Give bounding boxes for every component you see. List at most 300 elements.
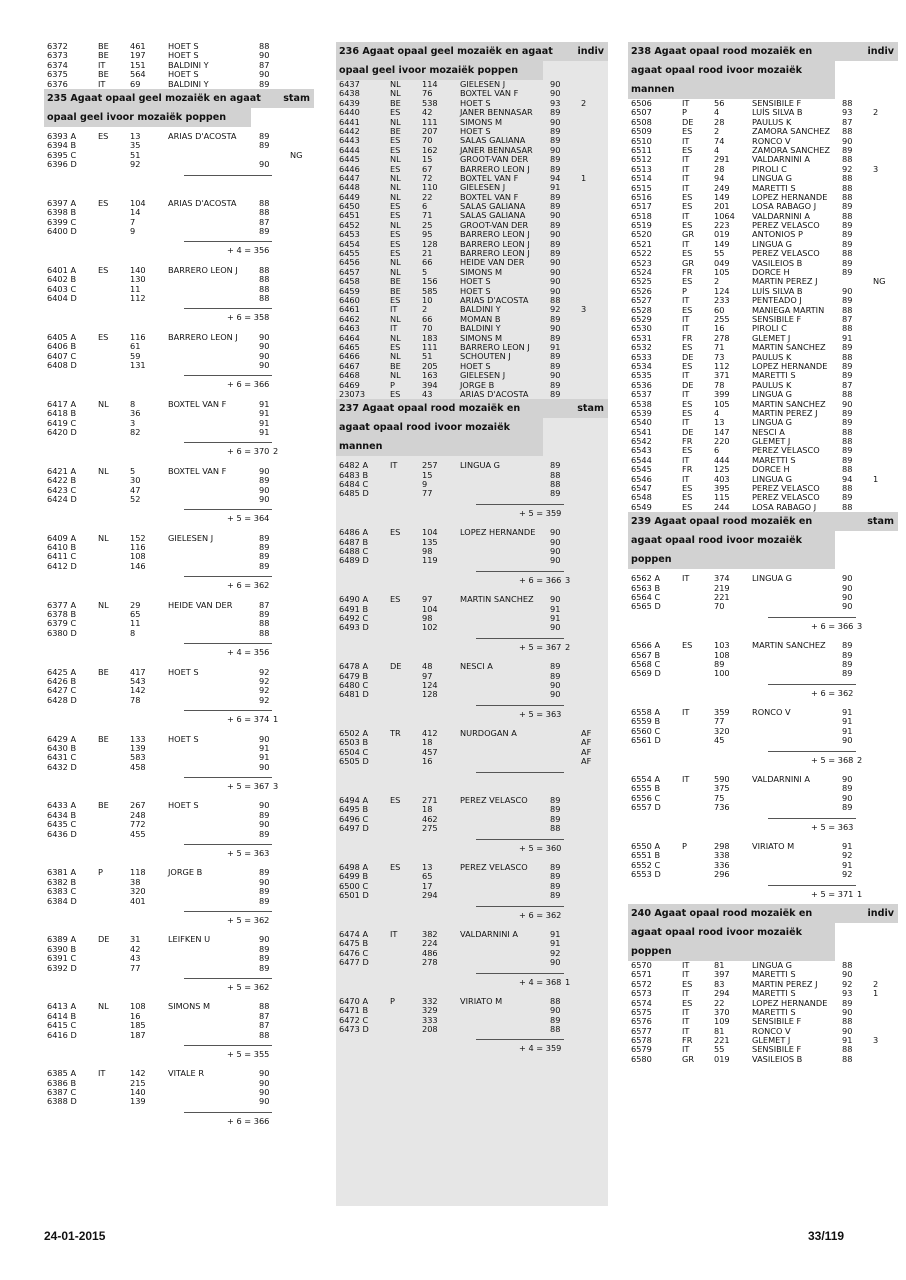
score: 88: [842, 154, 853, 165]
bird-number: 220: [714, 436, 730, 447]
result-row: [628, 1055, 898, 1064]
ring-number: 6488 C: [339, 546, 369, 557]
total-score: + 5 = 371: [811, 888, 854, 899]
country-code: NL: [390, 370, 401, 381]
bird-number: 9: [422, 479, 428, 490]
country-code: IT: [682, 210, 690, 221]
bird-number: 77: [714, 716, 725, 727]
sum-line: [768, 818, 856, 819]
country-code: IT: [390, 460, 398, 471]
ring-number: 6404 D: [47, 293, 77, 304]
ring-number: 6498 A: [339, 862, 369, 872]
footer-date: 24-01-2015: [44, 1229, 106, 1243]
ring-number: 6527: [631, 295, 652, 306]
country-code: NL: [390, 79, 401, 89]
result-row: [44, 935, 314, 944]
ring-number: 6565 D: [631, 601, 661, 612]
remark: AF: [581, 737, 592, 748]
country-code: ES: [682, 445, 693, 456]
breeder-name: PIROLI C: [752, 163, 787, 174]
bird-number: 114: [422, 79, 438, 89]
ring-number: 6535: [631, 370, 652, 381]
bird-number: 320: [130, 886, 146, 897]
score: 90: [550, 79, 561, 89]
bird-number: 60: [714, 304, 725, 315]
breeder-name: VALDARNINI A: [460, 928, 518, 939]
bird-number: 219: [714, 582, 730, 593]
bird-number: 140: [130, 1087, 146, 1098]
breeder-name: SENSIBILE F: [752, 98, 802, 108]
breeder-name: JANER BENNASAR: [460, 144, 533, 155]
ring-number: 6421 A: [47, 465, 77, 476]
country-code: IT: [682, 969, 690, 980]
bird-number: 163: [422, 370, 438, 381]
score: 89: [259, 551, 270, 562]
bird-number: 18: [422, 737, 433, 748]
ring-number: 6440: [339, 107, 360, 118]
country-code: ES: [98, 331, 109, 342]
bird-number: 374: [714, 573, 730, 584]
bird-number: 10: [422, 294, 433, 305]
result-row: [628, 602, 898, 611]
sum-divider: [44, 1040, 314, 1050]
bird-number: 70: [422, 323, 433, 334]
ring-number: 6554 A: [631, 774, 661, 785]
breeder-name: PEREZ VELASCO: [752, 483, 820, 494]
bird-number: 98: [422, 546, 433, 557]
ring-number: 6578: [631, 1035, 652, 1046]
bird-number: 36: [130, 408, 141, 419]
score: 91: [550, 938, 561, 949]
bird-number: 128: [422, 689, 438, 700]
score: 87: [259, 1020, 270, 1031]
column-middle: [336, 42, 608, 1206]
ring-number: 6403 C: [47, 283, 77, 294]
bird-number: 5: [422, 266, 428, 277]
score: 89: [259, 542, 270, 553]
score: 91: [842, 332, 853, 343]
result-row: [44, 811, 314, 820]
ring-number: 6537: [631, 389, 652, 400]
country-code: NL: [390, 313, 401, 324]
score: 89: [550, 332, 561, 343]
bird-number: 71: [714, 342, 725, 353]
result-row: [44, 677, 314, 686]
result-row: [336, 872, 608, 881]
bird-number: 116: [130, 542, 146, 553]
breeder-name: HOET S: [168, 666, 199, 677]
bird-number: 146: [130, 560, 146, 571]
section-tag: stam: [283, 92, 310, 104]
ring-number: 6448: [339, 182, 360, 193]
breeder-name: PENTEADO J: [752, 295, 802, 306]
country-code: NL: [390, 182, 401, 193]
ring-number: 6517: [631, 201, 652, 212]
country-code: ES: [682, 492, 693, 503]
country-code: IT: [390, 323, 398, 334]
country-code: ES: [682, 978, 693, 989]
total-score: + 6 = 366: [227, 1115, 270, 1126]
result-row: [44, 954, 314, 963]
remark: 1: [873, 988, 879, 999]
score: 90: [550, 285, 561, 296]
ring-number: 6375: [47, 69, 68, 80]
breeder-name: RONCO V: [752, 1025, 791, 1036]
ring-number: 6474 A: [339, 928, 369, 939]
result-row: [44, 218, 314, 227]
breeder-name: MARTIN SANCHEZ: [752, 342, 826, 353]
remark: AF: [581, 728, 592, 739]
result-row: [44, 486, 314, 495]
score: 90: [259, 1096, 270, 1107]
bird-number: 4: [714, 407, 720, 418]
bird-number: 61: [130, 341, 141, 352]
breeder-name: HOET S: [460, 125, 491, 136]
total-score: + 6 = 370: [227, 446, 270, 457]
country-code: P: [682, 107, 687, 118]
bird-number: 7: [130, 216, 136, 227]
remark: NG: [873, 276, 886, 287]
bird-number: 14: [130, 207, 141, 218]
result-row: [336, 891, 608, 900]
result-row: [336, 556, 608, 565]
ring-number: 6413 A: [47, 1001, 77, 1012]
breeder-name: SENSIBILE F: [752, 1016, 802, 1027]
score: 88: [550, 294, 561, 305]
score: 89: [842, 407, 853, 418]
ring-number: 6472 C: [339, 1014, 369, 1025]
result-row: [336, 882, 608, 891]
bird-number: 98: [422, 612, 433, 623]
bird-number: 564: [130, 69, 146, 80]
score: 89: [550, 388, 561, 399]
score: 91: [259, 408, 270, 419]
bird-number: 294: [714, 988, 730, 999]
section-subtitle: agaat opaal rood ivoor mozaiëk: [628, 923, 835, 942]
result-row: [44, 601, 314, 610]
bird-number: 183: [422, 332, 438, 343]
breeder-name: BARRERO LEON J: [460, 229, 530, 240]
country-code: NL: [390, 154, 401, 165]
bird-number: 296: [714, 869, 730, 880]
result-row: [44, 1097, 314, 1106]
result-row: [628, 794, 898, 803]
score: 88: [842, 248, 853, 259]
bird-number: 142: [130, 1068, 146, 1079]
breeder-name: BALDINI Y: [168, 59, 209, 70]
score: 89: [550, 351, 561, 362]
result-row: [44, 400, 314, 409]
result-row: [336, 461, 608, 470]
breeder-name: ARIAS D'ACOSTA: [460, 294, 529, 305]
bird-number: 736: [714, 802, 730, 813]
ring-number: 6466: [339, 351, 360, 362]
result-row: [336, 595, 608, 604]
breeder-name: DORCE H: [752, 267, 790, 278]
bird-number: 83: [714, 978, 725, 989]
score: 89: [550, 661, 561, 672]
score: 89: [259, 130, 270, 141]
ring-number: 6480 C: [339, 679, 369, 690]
result-row: [44, 160, 314, 169]
bird-number: 395: [714, 483, 730, 494]
sum-divider: [44, 370, 314, 380]
score: 89: [550, 890, 561, 901]
bird-number: 52: [130, 493, 141, 504]
ring-number: 6382 B: [47, 876, 77, 887]
result-row: [336, 538, 608, 547]
breeder-name: LINGUA G: [752, 959, 792, 970]
sum-line: [184, 844, 272, 845]
ring-number: 6539: [631, 407, 652, 418]
result-row: [336, 939, 608, 948]
bird-number: 149: [714, 191, 730, 202]
total-score: + 6 = 362: [519, 909, 562, 920]
section-subtitle: poppen: [628, 942, 835, 961]
ring-number: 6543: [631, 445, 652, 456]
score: 92: [842, 163, 853, 174]
breeder-name: VASILEIOS B: [752, 257, 803, 268]
sum-line: [476, 973, 564, 974]
result-row: [44, 352, 314, 361]
result-row: [628, 870, 898, 879]
remark: 3: [873, 1035, 879, 1046]
result-row: [628, 593, 898, 602]
score: 90: [259, 876, 270, 887]
ring-number: 6395 C: [47, 149, 77, 160]
result-row: [44, 1021, 314, 1030]
bird-number: 125: [714, 464, 730, 475]
ring-number: 6422 B: [47, 475, 77, 486]
breeder-name: VITALE R: [168, 1068, 205, 1079]
score: 88: [842, 436, 853, 447]
country-code: ES: [98, 197, 109, 208]
score: 89: [550, 670, 561, 681]
score: 91: [550, 928, 561, 939]
ring-number: 6518: [631, 210, 652, 221]
ring-number: 6577: [631, 1025, 652, 1036]
score: 89: [259, 226, 270, 237]
breeder-name: PEREZ VELASCO: [460, 795, 528, 806]
section-header: [628, 512, 898, 531]
country-code: NL: [390, 257, 401, 268]
country-code: ES: [390, 135, 401, 146]
sum-divider: [628, 679, 898, 689]
score: 88: [550, 1024, 561, 1035]
result-row: [44, 476, 314, 485]
score: 94: [550, 172, 561, 183]
country-code: IT: [682, 389, 690, 400]
score: 89: [550, 238, 561, 249]
sum-line: [184, 375, 272, 376]
ring-number: 6493 D: [339, 622, 369, 633]
bird-number: 152: [130, 532, 146, 543]
bird-number: 278: [714, 332, 730, 343]
section-tag: indiv: [867, 46, 894, 57]
result-row: [44, 208, 314, 217]
bird-number: 275: [422, 823, 438, 834]
bird-number: 51: [422, 351, 433, 362]
country-code: IT: [682, 473, 690, 484]
ring-number: 6516: [631, 191, 652, 202]
score: 88: [259, 274, 270, 285]
country-code: ES: [390, 210, 401, 221]
bird-number: 95: [422, 229, 433, 240]
group-total: [44, 180, 314, 189]
result-row: [628, 727, 898, 736]
ring-number: 6424 D: [47, 493, 77, 504]
bird-number: 47: [130, 484, 141, 495]
ring-number: 6544: [631, 454, 652, 465]
result-row: [336, 824, 608, 833]
ring-number: 6491 B: [339, 603, 369, 614]
ring-number: 6380 D: [47, 627, 77, 638]
bird-number: 75: [714, 792, 725, 803]
score: 90: [842, 774, 853, 785]
ring-number: 6546: [631, 473, 652, 484]
country-code: ES: [682, 220, 693, 231]
ring-number: 6507: [631, 107, 652, 118]
country-code: BE: [98, 666, 109, 677]
result-row: [44, 887, 314, 896]
result-row: [336, 1006, 608, 1015]
bird-number: 74: [714, 135, 725, 146]
section-title: 235 Agaat opaal geel mozaiëk en agaat: [47, 92, 261, 104]
result-row: [336, 672, 608, 681]
bird-number: 116: [130, 331, 146, 342]
bird-number: 590: [714, 774, 730, 785]
group-rank: 2: [273, 446, 279, 457]
breeder-name: RONCO V: [752, 707, 791, 718]
score: 88: [842, 483, 853, 494]
breeder-name: NESCI A: [460, 661, 493, 672]
breeder-name: BOXTEL VAN F: [168, 398, 227, 409]
score: 89: [550, 862, 561, 872]
ring-number: 6478 A: [339, 661, 369, 672]
result-row: [336, 997, 608, 1006]
group-total: [44, 715, 314, 724]
ring-number: 6563 B: [631, 582, 661, 593]
score: 89: [259, 828, 270, 839]
bird-number: 103: [714, 640, 730, 651]
bird-number: 71: [422, 210, 433, 221]
breeder-name: BARRERO LEON J: [460, 341, 530, 352]
ring-number: 6531: [631, 332, 652, 343]
bird-number: 139: [130, 1096, 146, 1107]
score: 89: [842, 360, 853, 371]
result-row: [628, 584, 898, 593]
score: 89: [550, 1014, 561, 1025]
score: 91: [550, 612, 561, 623]
score: 87: [259, 599, 270, 610]
result-row: [44, 610, 314, 619]
ring-number: 6447: [339, 172, 360, 183]
breeder-name: MOMAN B: [460, 313, 501, 324]
breeder-name: VASILEIOS B: [752, 1053, 803, 1064]
ring-number: 6442: [339, 125, 360, 136]
result-row: [44, 151, 314, 160]
country-code: IT: [682, 1044, 690, 1055]
country-code: ES: [682, 501, 693, 512]
score: 89: [842, 342, 853, 353]
country-code: NL: [390, 219, 401, 230]
score: 89: [550, 804, 561, 815]
result-row: [628, 784, 898, 793]
breeder-name: LINGUA G: [752, 238, 792, 249]
bird-number: 38: [130, 876, 141, 887]
result-row: [44, 428, 314, 437]
breeder-name: MARETTI S: [752, 988, 796, 999]
score: 90: [550, 370, 561, 381]
bird-number: 271: [422, 795, 438, 806]
breeder-name: MARETTI S: [752, 969, 796, 980]
bird-number: 5: [130, 465, 136, 476]
country-code: BE: [390, 97, 401, 108]
bird-number: 3: [130, 417, 136, 428]
ring-number: 6425 A: [47, 666, 77, 677]
result-row: [44, 830, 314, 839]
ring-number: 6484 C: [339, 479, 369, 490]
ring-number: 6550 A: [631, 841, 661, 851]
breeder-name: PEREZ VELASCO: [752, 445, 820, 456]
result-row: [628, 717, 898, 726]
total-score: + 6 = 366: [227, 379, 270, 390]
bird-number: 4: [714, 144, 720, 155]
country-code: FR: [682, 332, 693, 343]
score: 89: [842, 144, 853, 155]
score: 87: [842, 116, 853, 127]
ring-number: 6497 D: [339, 823, 369, 834]
breeder-name: PEREZ VELASCO: [752, 220, 820, 231]
country-code: DE: [98, 934, 110, 945]
score: 89: [550, 135, 561, 146]
score: 89: [259, 140, 270, 151]
score: 89: [842, 229, 853, 240]
country-code: IT: [682, 959, 690, 970]
section-subtitle: opaal geel ivoor mozaiëk poppen: [336, 61, 543, 80]
score: 89: [259, 609, 270, 620]
ring-number: 6386 B: [47, 1077, 77, 1088]
score: 90: [842, 735, 853, 746]
breeder-name: LOPEZ HERNANDE: [752, 360, 828, 371]
ring-number: 6468: [339, 370, 360, 381]
score: 90: [842, 1006, 853, 1017]
score: 88: [259, 264, 270, 275]
score: 92: [842, 869, 853, 880]
score: 89: [550, 360, 561, 371]
ring-number: 6435 C: [47, 819, 77, 830]
country-code: IT: [682, 173, 690, 184]
remark: 3: [581, 304, 587, 315]
breeder-name: SIMONS M: [460, 332, 503, 343]
ring-number: 6426 B: [47, 675, 77, 686]
result-row: [44, 945, 314, 954]
result-row: [628, 861, 898, 870]
result-row: [336, 863, 608, 872]
ring-number: 6548: [631, 492, 652, 503]
result-row: [44, 285, 314, 294]
result-row: [44, 266, 314, 275]
sum-divider: [44, 906, 314, 916]
sum-line: [476, 571, 564, 572]
ring-number: 6463: [339, 323, 360, 334]
country-code: P: [390, 379, 395, 390]
sum-line: [476, 839, 564, 840]
ring-number: 6407 C: [47, 350, 77, 361]
score: 89: [259, 943, 270, 954]
bird-number: 13: [714, 417, 725, 428]
result-row: [44, 294, 314, 303]
